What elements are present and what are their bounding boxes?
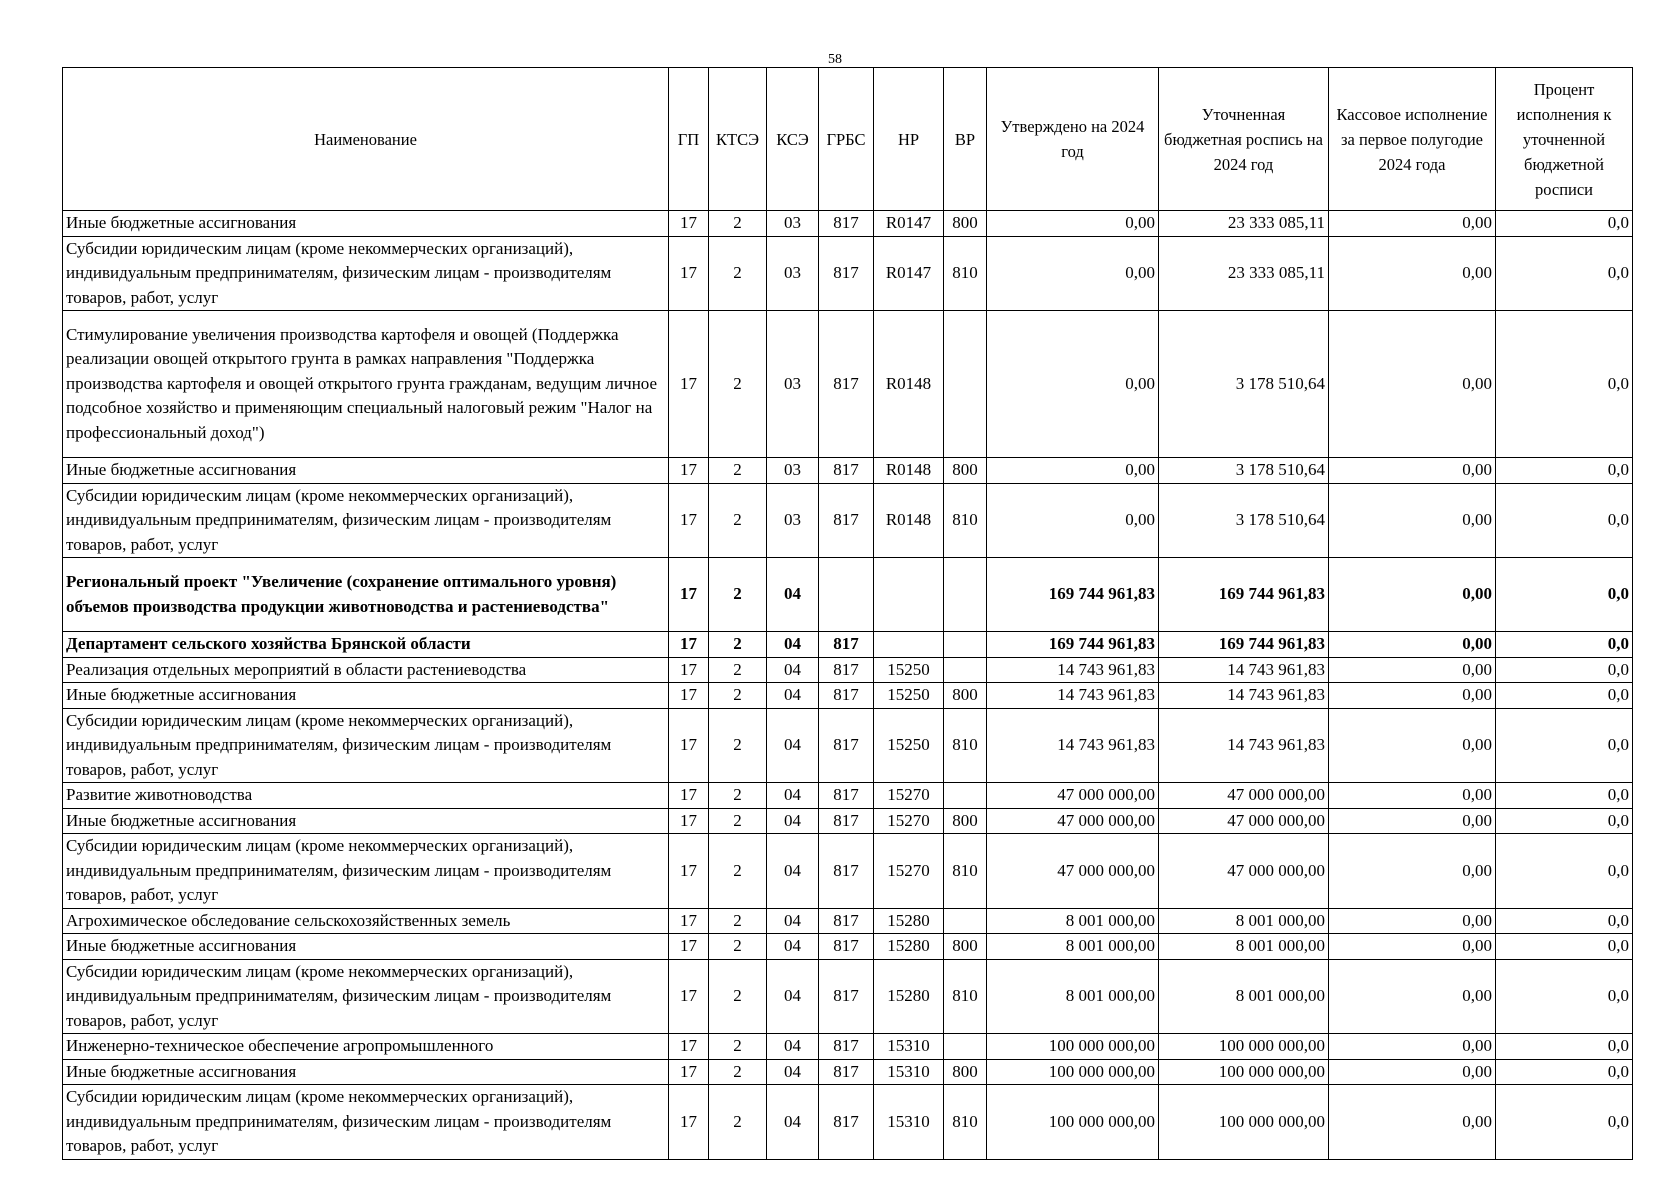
row-vr: 810 xyxy=(944,236,987,311)
row-kse: 04 xyxy=(767,934,819,960)
row-cash: 0,00 xyxy=(1329,657,1496,683)
row-refined: 23 333 085,11 xyxy=(1159,211,1329,237)
row-grbs: 817 xyxy=(819,683,874,709)
row-name: Развитие животноводства xyxy=(63,783,669,809)
row-cash: 0,00 xyxy=(1329,959,1496,1034)
row-gp: 17 xyxy=(669,558,709,632)
row-vr: 800 xyxy=(944,211,987,237)
row-cash: 0,00 xyxy=(1329,1085,1496,1160)
row-approved: 0,00 xyxy=(987,236,1159,311)
row-name: Региональный проект "Увеличение (сохранение оптимального уровня) объемов производства продукции животноводства и растениеводства" xyxy=(63,558,669,632)
row-cash: 0,00 xyxy=(1329,834,1496,909)
row-cash: 0,00 xyxy=(1329,211,1496,237)
row-name: Инженерно-техническое обеспечение агропромышленного xyxy=(63,1034,669,1060)
row-name: Субсидии юридическим лицам (кроме некоммерческих организаций), индивидуальным предпринимателям, физическим лицам - производителям товаров, работ, услуг xyxy=(63,483,669,558)
row-nr: 15310 xyxy=(874,1034,944,1060)
row-nr: 15280 xyxy=(874,908,944,934)
row-nr: 15310 xyxy=(874,1059,944,1085)
row-percent: 0,0 xyxy=(1496,959,1633,1034)
row-ktse: 2 xyxy=(709,1059,767,1085)
row-refined: 47 000 000,00 xyxy=(1159,834,1329,909)
header-percent: Процент исполнения к уточненной бюджетной росписи xyxy=(1496,68,1633,211)
row-percent: 0,0 xyxy=(1496,632,1633,658)
row-nr: 15280 xyxy=(874,934,944,960)
row-cash: 0,00 xyxy=(1329,483,1496,558)
row-vr: 810 xyxy=(944,834,987,909)
row-ktse: 2 xyxy=(709,483,767,558)
row-vr: 810 xyxy=(944,483,987,558)
row-gp: 17 xyxy=(669,834,709,909)
row-nr: R0148 xyxy=(874,483,944,558)
row-kse: 04 xyxy=(767,632,819,658)
row-approved: 47 000 000,00 xyxy=(987,808,1159,834)
row-cash: 0,00 xyxy=(1329,236,1496,311)
row-vr xyxy=(944,908,987,934)
row-vr xyxy=(944,657,987,683)
row-nr: 15310 xyxy=(874,1085,944,1160)
row-approved: 14 743 961,83 xyxy=(987,683,1159,709)
table-row xyxy=(63,236,1633,311)
row-refined: 14 743 961,83 xyxy=(1159,683,1329,709)
row-kse: 04 xyxy=(767,558,819,632)
row-ktse: 2 xyxy=(709,211,767,237)
header-ktse: КТСЭ xyxy=(709,68,767,211)
row-grbs: 817 xyxy=(819,783,874,809)
row-cash: 0,00 xyxy=(1329,311,1496,458)
header-cash: Кассовое исполнение за первое полугодие 2024 года xyxy=(1329,68,1496,211)
row-percent: 0,0 xyxy=(1496,808,1633,834)
table-row xyxy=(63,657,1633,683)
row-refined: 47 000 000,00 xyxy=(1159,783,1329,809)
row-grbs: 817 xyxy=(819,1034,874,1060)
row-nr: R0148 xyxy=(874,458,944,484)
row-cash: 0,00 xyxy=(1329,1034,1496,1060)
row-gp: 17 xyxy=(669,483,709,558)
header-gp: ГП xyxy=(669,68,709,211)
row-vr xyxy=(944,311,987,458)
row-vr: 810 xyxy=(944,1085,987,1160)
row-gp: 17 xyxy=(669,708,709,783)
row-vr: 800 xyxy=(944,458,987,484)
table-row xyxy=(63,834,1633,909)
row-approved: 169 744 961,83 xyxy=(987,632,1159,658)
row-name: Иные бюджетные ассигнования xyxy=(63,808,669,834)
row-name: Субсидии юридическим лицам (кроме некоммерческих организаций), индивидуальным предпринимателям, физическим лицам - производителям товаров, работ, услуг xyxy=(63,236,669,311)
row-nr xyxy=(874,632,944,658)
row-ktse: 2 xyxy=(709,708,767,783)
row-refined: 8 001 000,00 xyxy=(1159,908,1329,934)
row-kse: 04 xyxy=(767,1085,819,1160)
row-percent: 0,0 xyxy=(1496,1059,1633,1085)
row-refined: 8 001 000,00 xyxy=(1159,959,1329,1034)
row-gp: 17 xyxy=(669,908,709,934)
row-approved: 100 000 000,00 xyxy=(987,1085,1159,1160)
row-vr: 810 xyxy=(944,708,987,783)
row-grbs: 817 xyxy=(819,959,874,1034)
row-percent: 0,0 xyxy=(1496,483,1633,558)
row-percent: 0,0 xyxy=(1496,458,1633,484)
row-gp: 17 xyxy=(669,236,709,311)
row-name: Стимулирование увеличения производства картофеля и овощей (Поддержка реализации овощей открытого грунта в рамках направления "Поддержка производства картофеля и овощей открытого грунта гражданам, ведущим личное подсобное хозяйство и применяющим специальный налоговый режим "Налог на профессиональный доход") xyxy=(63,311,669,458)
row-ktse: 2 xyxy=(709,959,767,1034)
table-row xyxy=(63,934,1633,960)
row-nr: 15250 xyxy=(874,657,944,683)
header-grbs: ГРБС xyxy=(819,68,874,211)
row-grbs: 817 xyxy=(819,934,874,960)
row-refined: 3 178 510,64 xyxy=(1159,458,1329,484)
row-kse: 04 xyxy=(767,959,819,1034)
table-row xyxy=(63,311,1633,458)
table-row xyxy=(63,632,1633,658)
row-nr: 15280 xyxy=(874,959,944,1034)
row-kse: 03 xyxy=(767,236,819,311)
row-refined: 169 744 961,83 xyxy=(1159,558,1329,632)
row-percent: 0,0 xyxy=(1496,834,1633,909)
row-kse: 03 xyxy=(767,311,819,458)
page-number: 58 xyxy=(828,52,842,67)
row-nr: 15270 xyxy=(874,808,944,834)
row-cash: 0,00 xyxy=(1329,1059,1496,1085)
row-ktse: 2 xyxy=(709,1034,767,1060)
budget-execution-table xyxy=(62,67,1633,1160)
table-row xyxy=(63,1059,1633,1085)
row-kse: 04 xyxy=(767,808,819,834)
row-ktse: 2 xyxy=(709,808,767,834)
row-cash: 0,00 xyxy=(1329,908,1496,934)
row-approved: 100 000 000,00 xyxy=(987,1034,1159,1060)
row-cash: 0,00 xyxy=(1329,458,1496,484)
row-grbs: 817 xyxy=(819,211,874,237)
table-row xyxy=(63,683,1633,709)
header-kse: КСЭ xyxy=(767,68,819,211)
row-kse: 03 xyxy=(767,458,819,484)
row-vr: 800 xyxy=(944,683,987,709)
row-refined: 169 744 961,83 xyxy=(1159,632,1329,658)
row-ktse: 2 xyxy=(709,908,767,934)
row-nr: R0147 xyxy=(874,211,944,237)
row-name: Субсидии юридическим лицам (кроме некоммерческих организаций), индивидуальным предпринимателям, физическим лицам - производителям товаров, работ, услуг xyxy=(63,708,669,783)
row-grbs: 817 xyxy=(819,236,874,311)
row-kse: 04 xyxy=(767,1034,819,1060)
row-approved: 0,00 xyxy=(987,483,1159,558)
row-approved: 8 001 000,00 xyxy=(987,934,1159,960)
row-grbs: 817 xyxy=(819,1059,874,1085)
row-percent: 0,0 xyxy=(1496,657,1633,683)
row-vr: 810 xyxy=(944,959,987,1034)
row-cash: 0,00 xyxy=(1329,708,1496,783)
row-grbs: 817 xyxy=(819,1085,874,1160)
row-approved: 14 743 961,83 xyxy=(987,657,1159,683)
row-refined: 14 743 961,83 xyxy=(1159,657,1329,683)
row-ktse: 2 xyxy=(709,783,767,809)
row-gp: 17 xyxy=(669,632,709,658)
row-percent: 0,0 xyxy=(1496,558,1633,632)
row-ktse: 2 xyxy=(709,458,767,484)
row-grbs: 817 xyxy=(819,808,874,834)
table-row xyxy=(63,1085,1633,1160)
row-nr: 15270 xyxy=(874,834,944,909)
row-refined: 8 001 000,00 xyxy=(1159,934,1329,960)
row-grbs: 817 xyxy=(819,834,874,909)
row-name: Иные бюджетные ассигнования xyxy=(63,683,669,709)
header-refined: Уточненная бюджетная роспись на 2024 год xyxy=(1159,68,1329,211)
row-ktse: 2 xyxy=(709,558,767,632)
row-percent: 0,0 xyxy=(1496,1034,1633,1060)
row-refined: 14 743 961,83 xyxy=(1159,708,1329,783)
row-name: Иные бюджетные ассигнования xyxy=(63,458,669,484)
row-approved: 0,00 xyxy=(987,458,1159,484)
table-row xyxy=(63,708,1633,783)
row-name: Субсидии юридическим лицам (кроме некоммерческих организаций), индивидуальным предпринимателям, физическим лицам - производителям товаров, работ, услуг xyxy=(63,834,669,909)
row-ktse: 2 xyxy=(709,632,767,658)
row-percent: 0,0 xyxy=(1496,1085,1633,1160)
row-nr: R0148 xyxy=(874,311,944,458)
row-grbs: 817 xyxy=(819,458,874,484)
row-gp: 17 xyxy=(669,934,709,960)
row-cash: 0,00 xyxy=(1329,808,1496,834)
row-gp: 17 xyxy=(669,211,709,237)
row-name: Департамент сельского хозяйства Брянской области xyxy=(63,632,669,658)
row-vr xyxy=(944,1034,987,1060)
row-vr: 800 xyxy=(944,808,987,834)
row-refined: 3 178 510,64 xyxy=(1159,483,1329,558)
row-percent: 0,0 xyxy=(1496,708,1633,783)
row-grbs: 817 xyxy=(819,311,874,458)
row-ktse: 2 xyxy=(709,834,767,909)
row-kse: 04 xyxy=(767,834,819,909)
table-row xyxy=(63,783,1633,809)
row-percent: 0,0 xyxy=(1496,908,1633,934)
row-grbs: 817 xyxy=(819,908,874,934)
header-approved: Утверждено на 2024 год xyxy=(987,68,1159,211)
row-cash: 0,00 xyxy=(1329,683,1496,709)
row-kse: 04 xyxy=(767,908,819,934)
table-row xyxy=(63,558,1633,632)
row-grbs: 817 xyxy=(819,657,874,683)
row-ktse: 2 xyxy=(709,236,767,311)
row-approved: 47 000 000,00 xyxy=(987,783,1159,809)
header-vr: ВР xyxy=(944,68,987,211)
row-percent: 0,0 xyxy=(1496,934,1633,960)
table-row xyxy=(63,483,1633,558)
row-cash: 0,00 xyxy=(1329,558,1496,632)
row-ktse: 2 xyxy=(709,657,767,683)
row-name: Иные бюджетные ассигнования xyxy=(63,934,669,960)
row-gp: 17 xyxy=(669,959,709,1034)
row-percent: 0,0 xyxy=(1496,311,1633,458)
row-approved: 100 000 000,00 xyxy=(987,1059,1159,1085)
header-nr: НР xyxy=(874,68,944,211)
row-gp: 17 xyxy=(669,1059,709,1085)
row-grbs: 817 xyxy=(819,632,874,658)
row-vr xyxy=(944,558,987,632)
row-ktse: 2 xyxy=(709,1085,767,1160)
row-approved: 0,00 xyxy=(987,211,1159,237)
row-gp: 17 xyxy=(669,683,709,709)
row-percent: 0,0 xyxy=(1496,236,1633,311)
row-name: Иные бюджетные ассигнования xyxy=(63,211,669,237)
row-approved: 169 744 961,83 xyxy=(987,558,1159,632)
row-refined: 23 333 085,11 xyxy=(1159,236,1329,311)
row-grbs: 817 xyxy=(819,708,874,783)
header-name: Наименование xyxy=(63,68,669,211)
row-kse: 04 xyxy=(767,783,819,809)
row-vr xyxy=(944,632,987,658)
row-gp: 17 xyxy=(669,1034,709,1060)
row-vr: 800 xyxy=(944,934,987,960)
row-nr: 15270 xyxy=(874,783,944,809)
row-refined: 100 000 000,00 xyxy=(1159,1085,1329,1160)
row-name: Реализация отдельных мероприятий в области растениеводства xyxy=(63,657,669,683)
table-row xyxy=(63,808,1633,834)
row-percent: 0,0 xyxy=(1496,211,1633,237)
row-ktse: 2 xyxy=(709,683,767,709)
row-ktse: 2 xyxy=(709,311,767,458)
table-row xyxy=(63,1034,1633,1060)
row-percent: 0,0 xyxy=(1496,683,1633,709)
row-name: Агрохимическое обследование сельскохозяйственных земель xyxy=(63,908,669,934)
row-cash: 0,00 xyxy=(1329,934,1496,960)
row-name: Субсидии юридическим лицам (кроме некоммерческих организаций), индивидуальным предпринимателям, физическим лицам - производителям товаров, работ, услуг xyxy=(63,1085,669,1160)
row-cash: 0,00 xyxy=(1329,632,1496,658)
row-grbs: 817 xyxy=(819,483,874,558)
row-kse: 03 xyxy=(767,211,819,237)
row-approved: 47 000 000,00 xyxy=(987,834,1159,909)
row-gp: 17 xyxy=(669,1085,709,1160)
row-approved: 0,00 xyxy=(987,311,1159,458)
row-refined: 3 178 510,64 xyxy=(1159,311,1329,458)
row-name: Субсидии юридическим лицам (кроме некоммерческих организаций), индивидуальным предпринимателям, физическим лицам - производителям товаров, работ, услуг xyxy=(63,959,669,1034)
row-percent: 0,0 xyxy=(1496,783,1633,809)
row-refined: 100 000 000,00 xyxy=(1159,1034,1329,1060)
row-nr: 15250 xyxy=(874,708,944,783)
row-gp: 17 xyxy=(669,808,709,834)
row-nr xyxy=(874,558,944,632)
row-kse: 04 xyxy=(767,1059,819,1085)
row-approved: 8 001 000,00 xyxy=(987,959,1159,1034)
row-nr: 15250 xyxy=(874,683,944,709)
row-kse: 04 xyxy=(767,708,819,783)
row-gp: 17 xyxy=(669,783,709,809)
row-nr: R0147 xyxy=(874,236,944,311)
row-cash: 0,00 xyxy=(1329,783,1496,809)
row-ktse: 2 xyxy=(709,934,767,960)
row-grbs xyxy=(819,558,874,632)
table-row xyxy=(63,908,1633,934)
table-row xyxy=(63,458,1633,484)
row-kse: 04 xyxy=(767,683,819,709)
row-refined: 47 000 000,00 xyxy=(1159,808,1329,834)
row-vr: 800 xyxy=(944,1059,987,1085)
table-header-row xyxy=(63,68,1633,211)
row-refined: 100 000 000,00 xyxy=(1159,1059,1329,1085)
row-name: Иные бюджетные ассигнования xyxy=(63,1059,669,1085)
row-approved: 8 001 000,00 xyxy=(987,908,1159,934)
row-kse: 04 xyxy=(767,657,819,683)
table-row xyxy=(63,211,1633,237)
table-row xyxy=(63,959,1633,1034)
row-kse: 03 xyxy=(767,483,819,558)
row-gp: 17 xyxy=(669,657,709,683)
row-gp: 17 xyxy=(669,311,709,458)
row-approved: 14 743 961,83 xyxy=(987,708,1159,783)
row-vr xyxy=(944,783,987,809)
row-gp: 17 xyxy=(669,458,709,484)
